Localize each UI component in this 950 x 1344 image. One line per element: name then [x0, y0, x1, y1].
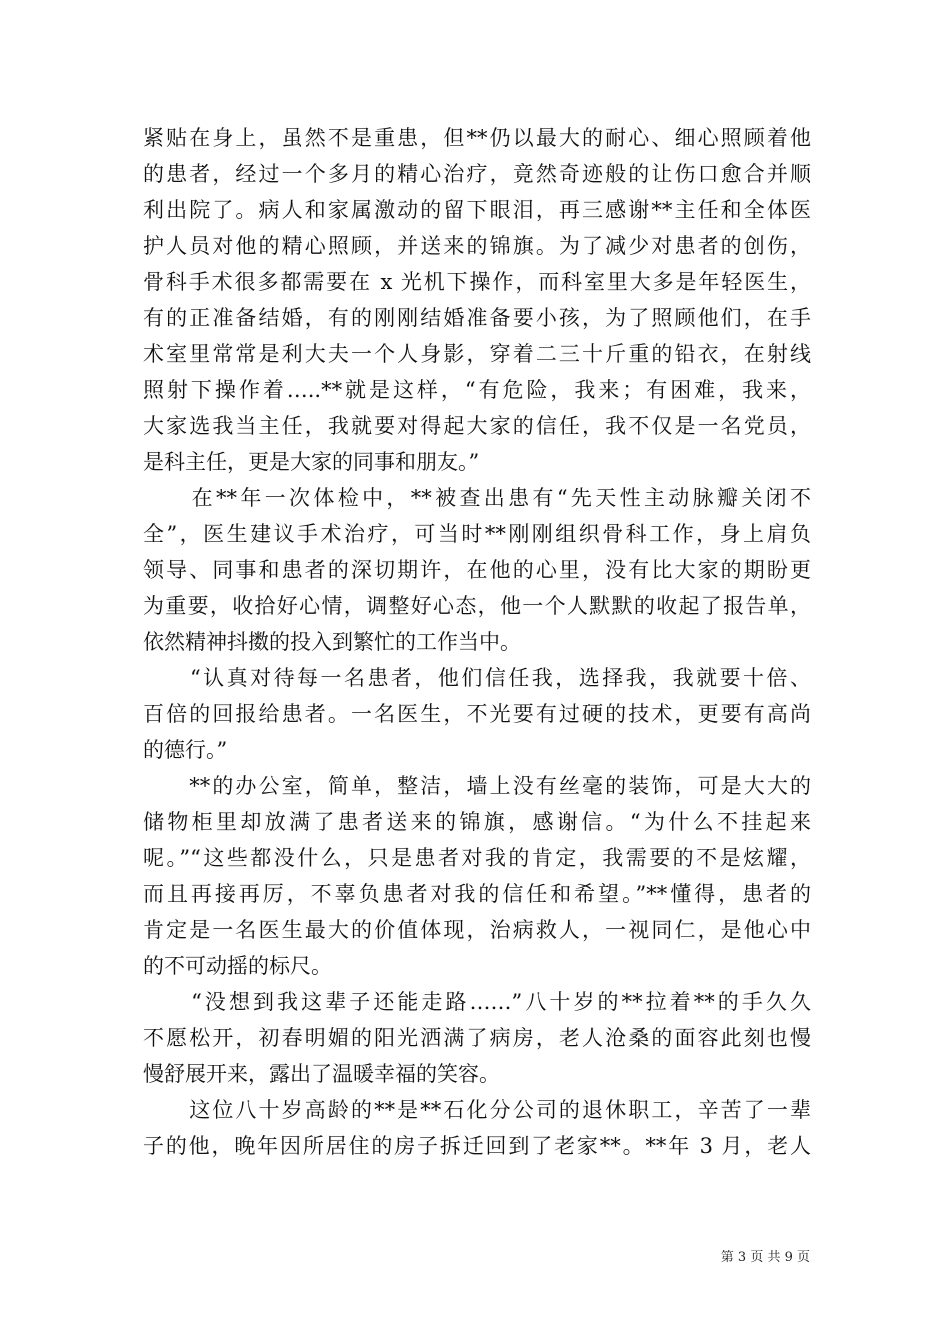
- text-line: 子的他，晚年因所居住的房子拆迁回到了老家**。**年 3 月，老人: [143, 1134, 811, 1158]
- text-line: 这位八十岁高龄的**是**石化分公司的退休职工，辛苦了一辈: [143, 1098, 811, 1122]
- text-line: 大家选我当主任，我就要对得起大家的信任，我不仅是一名党员，: [143, 414, 811, 438]
- text-line: 不愿松开，初春明媚的阳光洒满了病房，老人沧桑的面容此刻也慢: [143, 1026, 811, 1050]
- text-line: 的德行。”: [143, 738, 228, 762]
- text-line: “没想到我这辈子还能走路……”八十岁的**拉着**的手久久: [143, 990, 811, 1014]
- text-line: 依然精神抖擞的投入到繁忙的工作当中。: [143, 630, 521, 654]
- text-line: 照射下操作着…..**就是这样，“有危险，我来；有困难，我来，: [143, 378, 811, 402]
- text-line: 护人员对他的精心照顾，并送来的锦旗。为了减少对患者的创伤，: [143, 234, 811, 258]
- text-line: 紧贴在身上，虽然不是重患，但**仍以最大的耐心、细心照顾着他: [143, 126, 811, 150]
- text-line: **的办公室，简单，整洁，墙上没有丝毫的装饰，可是大大的: [143, 774, 811, 798]
- text-line: 的患者，经过一个多月的精心治疗，竟然奇迹般的让伤口愈合并顺: [143, 162, 811, 186]
- text-line: 呢。”“这些都没什么，只是患者对我的肯定，我需要的不是炫耀，: [143, 846, 811, 870]
- text-line: 慢舒展开来，露出了温暖幸福的笑容。: [143, 1062, 500, 1086]
- text-line: 是科主任，更是大家的同事和朋友。”: [143, 450, 480, 474]
- text-line: 储物柜里却放满了患者送来的锦旗，感谢信。“为什么不挂起来: [143, 810, 811, 834]
- text-line: 骨科手术很多都需要在 x 光机下操作，而科室里大多是年轻医生，: [143, 270, 811, 294]
- text-line: 在**年一次体检中，**被查出患有“先天性主动脉瓣关闭不: [143, 486, 811, 510]
- text-line: 百倍的回报给患者。一名医生，不光要有过硬的技术，更要有高尚: [143, 702, 811, 726]
- page-number-footer: 第 3 页 共 9 页: [720, 1250, 810, 1265]
- text-line: 领导、同事和患者的深切期许，在他的心里，没有比大家的期盼更: [143, 558, 811, 582]
- text-line: 肯定是一名医生最大的价值体现，治病救人，一视同仁，是他心中: [143, 918, 811, 942]
- text-line: 的不可动摇的标尺。: [143, 954, 332, 978]
- text-line: 而且再接再厉，不辜负患者对我的信任和希望。”**懂得，患者的: [143, 882, 811, 906]
- text-line: 全”，医生建议手术治疗，可当时**刚刚组织骨科工作，身上肩负: [143, 522, 811, 546]
- text-line: 利出院了。病人和家属激动的留下眼泪，再三感谢**主任和全体医: [143, 198, 811, 222]
- text-line: 为重要，收拾好心情，调整好心态，他一个人默默的收起了报告单，: [143, 594, 811, 618]
- text-line: 术室里常常是利大夫一个人身影，穿着二三十斤重的铅衣，在射线: [143, 342, 811, 366]
- text-line: 有的正准备结婚，有的刚刚结婚准备要小孩，为了照顾他们，在手: [143, 306, 811, 330]
- text-line: “认真对待每一名患者，他们信任我，选择我，我就要十倍、: [143, 666, 811, 690]
- document-body: [143, 120, 811, 1164]
